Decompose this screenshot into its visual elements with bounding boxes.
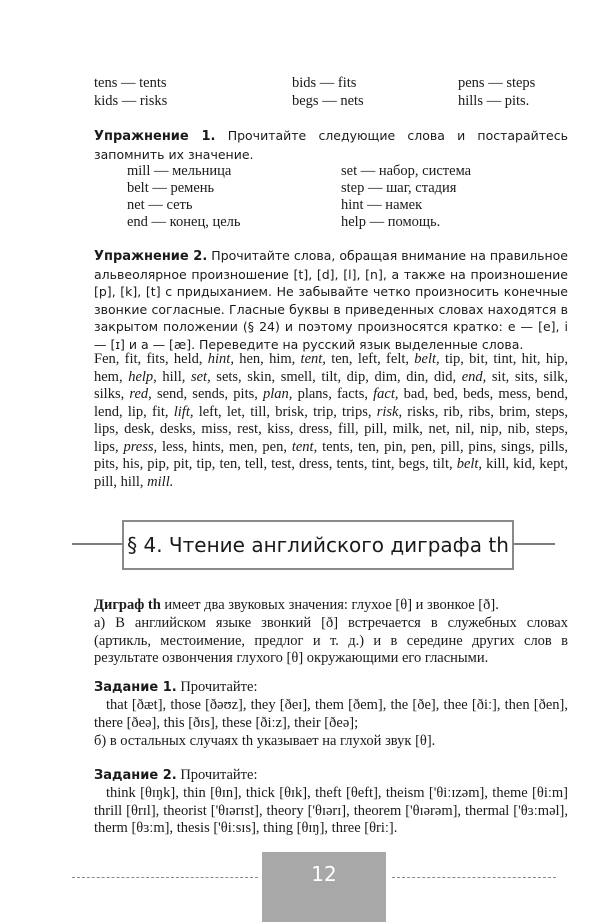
word-run: plans, facts, [292, 386, 374, 402]
vocab-item: end — конец, цель [127, 214, 241, 230]
word-run: hen, him, [233, 351, 301, 367]
task-1-note: б) в остальных случаях th указывает на глухой звук [θ]. [94, 733, 436, 749]
word-run: send, sends, pits, [151, 386, 264, 402]
exercise-1-label: Упражнение 1. [94, 129, 216, 144]
word-run: risks, rib, ribs, brim, steps, lips, desk, desks, miss, rest, kiss, dress, fill, pill, milk, net, nil, nip, nib, steps, lips, [94, 403, 568, 455]
word-run: hill, [156, 368, 191, 385]
heading-rule-left [72, 543, 122, 545]
vocab-item: net — сеть [127, 197, 193, 213]
pair: kids — risks [94, 93, 168, 109]
pair: begs — nets [292, 93, 364, 109]
highlighted-word: hint, [207, 351, 234, 367]
highlighted-word: press, [123, 438, 158, 455]
pair: hills — pits. [458, 93, 530, 109]
exercise-2-instructions [94, 247, 568, 353]
heading-rule-right [510, 543, 555, 545]
pair: pens — steps [458, 75, 536, 91]
task-1-label: Задание 1. [94, 680, 177, 695]
section-title: § 4. Чтение английского диграфа th [122, 520, 514, 570]
exercise-1-text: Прочитайте следующие слова и постарайтесь запомнить их значение. [94, 128, 568, 162]
footer-rule-left [72, 877, 258, 878]
highlighted-word: tent, [291, 438, 318, 455]
word-run: tip, bit, tint, hit, hip, hem, [94, 351, 568, 385]
vocab-item: help — помощь. [341, 214, 441, 230]
highlighted-word: red, [129, 386, 152, 402]
highlighted-word: mill. [147, 473, 174, 490]
pair: bids — fits [292, 75, 357, 91]
vocab-item: set — набор, система [341, 163, 472, 179]
section-heading [0, 516, 615, 572]
task-2-body: think [θɪŋk], thin [θɪn], thick [θɪk], theft [θeft], theism ['θiːɪzəm], theme [θiːm] thrill [θrɪl], theorist ['θɪərɪst], theory ['θɪərɪ], theorem ['θɪərəm], thermal ['θɜːməl], therm [θɜːm], thesis ['θiːsɪs], thing [θɪŋ], three [θriː]. [94, 785, 568, 836]
highlighted-word: set, [190, 368, 211, 385]
exercise-2-word-list [94, 351, 568, 491]
digraph-p2: а) В английском языке звонкий [ð] встречается в служебных словах (артикль, местоимение, предлог и т. д.) и в середине других слов в результате озвончения глухого [θ] окружающими его гласными. [94, 615, 568, 666]
highlighted-word: lift, [173, 403, 194, 420]
word-run: tents, ten, pin, pen, pill, pins, sings, pills, pits, his, pip, pit, tip, ten, tell, test, dress, tents, tint, begs, tilt, [94, 438, 569, 472]
task-2-text: Прочитайте: [180, 767, 258, 783]
word-run: less, hints, men, pen, [157, 438, 292, 455]
highlighted-word: fact, [373, 386, 399, 402]
highlighted-word: end, [461, 368, 487, 385]
word-run: sets, skin, smell, tilt, dip, dim, din, did, [210, 368, 462, 385]
exercise-2-text: Прочитайте слова, обращая внимание на правильное альвеолярное произношение [t], [d], [l], [n], а также на произношение [p], [k], [t] с придыханием. Не забывайте четко произносить конечные звонкие согласные. Гласные буквы в приведенных словах находятся в закрытом положении (§ 24) и поэтому произносятся кратко: e — [e], i — [ɪ] и a — [æ]. Переведите на русский язык выделенные слова. [94, 248, 568, 352]
highlighted-word: risk, [376, 403, 403, 420]
highlighted-word: belt, [414, 351, 440, 367]
word-run: kill, kid, kept, pill, hill, [94, 456, 568, 490]
footer-rule-right [392, 877, 556, 878]
exercise-1-instructions [94, 127, 568, 163]
highlighted-word: help, [128, 368, 157, 385]
highlighted-word: tent, [300, 351, 326, 367]
task-2-header [94, 767, 568, 785]
exercise-2-label: Упражнение 2. [94, 249, 208, 264]
word-run: bad, bed, beds, mess, bend, lend, lip, fit, [94, 386, 569, 420]
word-run: left, let, till, brisk, trip, trips, [193, 403, 377, 420]
digraph-lead: Диграф th [94, 597, 161, 613]
digraph-intro [94, 597, 568, 615]
task-1-header [94, 679, 568, 697]
word-run: Fen, fit, fits, held, [94, 351, 208, 367]
digraph-p1: имеет два звуковых значения: глухое [θ] и звонкое [ð]. [164, 597, 499, 613]
word-run: sit, sits, silk, silks, [94, 368, 568, 402]
vocab-item: mill — мельница [127, 163, 232, 179]
task-1-body: that [ðæt], those [ðəʊz], they [ðeɪ], them [ðem], the [ðe], thee [ðiː], then [ðen], there [ðeə], this [ðɪs], these [ðiːz], their [ðeə]; [94, 697, 568, 731]
highlighted-word: belt, [456, 456, 483, 472]
word-run: ten, left, felt, [325, 351, 415, 367]
pair: tens — tents [94, 75, 167, 91]
task-2-label: Задание 2. [94, 768, 177, 783]
page-number: 12 [262, 852, 386, 922]
vocab-item: hint — намек [341, 197, 423, 213]
vocab-item: belt — ремень [127, 180, 215, 196]
vocab-item: step — шаг, стадия [341, 180, 457, 196]
highlighted-word: plan, [263, 386, 293, 402]
task-1-text: Прочитайте: [180, 679, 258, 695]
